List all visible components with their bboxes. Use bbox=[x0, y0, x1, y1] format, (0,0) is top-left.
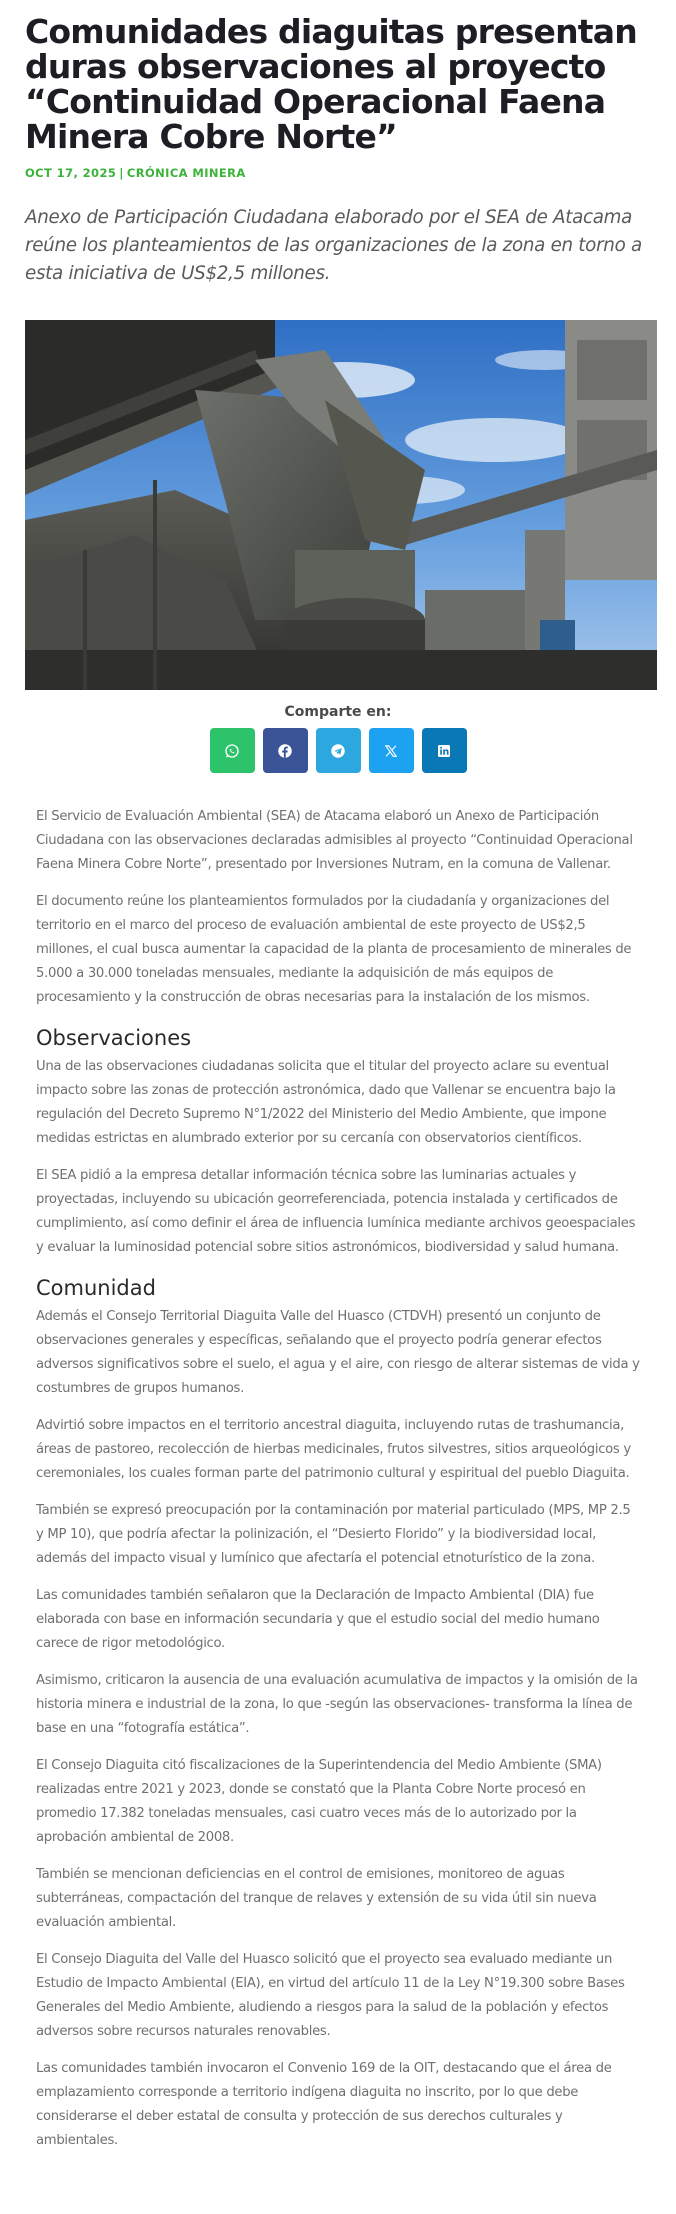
body-paragraph: El Servicio de Evaluación Ambiental (SEA) de Atacama elaboró un Anexo de Participación Ciudadana con las observaciones declaradas admisibles al proyecto “Continuidad Operacional Faena Minera Cobre Norte”, presentado por Inversiones Nutram, en la comuna de Vallenar. bbox=[36, 809, 633, 872]
body-paragraph: El Consejo Diaguita citó fiscalizaciones de la Superintendencia del Medio Ambiente (SMA) realizadas entre 2021 y 2023, donde se constató que la Planta Cobre Norte procesó en promedio 17.382 toneladas mensuales, casi cuatro veces más de lo autorizado por la aprobación ambiental de 2008. bbox=[36, 1758, 602, 1845]
telegram-icon bbox=[329, 742, 347, 760]
article-meta bbox=[25, 166, 651, 180]
share-whatsapp-button[interactable] bbox=[210, 728, 255, 773]
whatsapp-icon bbox=[223, 742, 241, 760]
body-paragraph: El Consejo Diaguita del Valle del Huasco solicitó que el proyecto sea evaluado mediante un Estudio de Impacto Ambiental (EIA), en virtud del artículo 11 de la Ley N°19.300 sobre Bases Generales del Medio Ambiente, aludiendo a riesgos para la salud de la población y efectos adversos sobre recursos naturales renovables. bbox=[36, 1952, 625, 2039]
section-heading-observaciones: Observaciones bbox=[36, 1026, 192, 1050]
share-label: Comparte en: bbox=[284, 704, 392, 720]
article-dek: Anexo de Participación Ciudadana elaborado por el SEA de Atacama reúne los planteamientos de las organizaciones de la zona en torno a esta iniciativa de US$2,5 millones. bbox=[25, 207, 642, 284]
share-facebook-button[interactable] bbox=[263, 728, 308, 773]
share-telegram-button[interactable] bbox=[316, 728, 361, 773]
hero-image bbox=[25, 320, 657, 690]
body-paragraph: También se expresó preocupación por la contaminación por material particulado (MPS, MP 2.5 y MP 10), que podría afectar la polinización, el “Desierto Florido” y la biodiversidad local, además del impacto visual y lumínico que afectaría el potencial etnoturístico de la zona. bbox=[36, 1503, 631, 1566]
meta-separator: | bbox=[119, 166, 124, 180]
share-buttons bbox=[25, 728, 651, 773]
article-category-link[interactable]: CRÓNICA MINERA bbox=[126, 166, 246, 180]
x-icon bbox=[382, 742, 400, 760]
body-paragraph: Además el Consejo Territorial Diaguita Valle del Huasco (CTDVH) presentó un conjunto de observaciones generales y específicas, señalando que el proyecto podría generar efectos adversos significativos sobre el suelo, el agua y el aire, con riesgo de alterar sistemas de vida y costumbres de grupos humanos. bbox=[36, 1309, 640, 1396]
body-paragraph: Asimismo, criticaron la ausencia de una evaluación acumulativa de impactos y la omisión de la historia minera e industrial de la zona, lo que -según las observaciones- transforma la línea de base en una “fotografía estática”. bbox=[36, 1673, 638, 1736]
article-title: Comunidades diaguitas presentan duras observaciones al proyecto “Continuidad Operacional Faena Minera Cobre Norte” bbox=[25, 12, 637, 156]
body-paragraph: El documento reúne los planteamientos formulados por la ciudadanía y organizaciones del territorio en el marco del proceso de evaluación ambiental de este proyecto de US$2,5 millones, el cual busca aumentar la capacidad de la planta de procesamiento de minerales de 5.000 a 30.000 toneladas mensuales, mediante la adquisición de más equipos de procesamiento y la construcción de obras necesarias para la instalación de los mismos. bbox=[36, 894, 632, 1005]
article-date: OCT 17, 2025 bbox=[25, 166, 117, 180]
body-paragraph: El SEA pidió a la empresa detallar información técnica sobre las luminarias actuales y proyectadas, incluyendo su ubicación georreferenciada, potencia instalada y certificados de cumplimiento, así como definir el área de influencia lumínica mediante archivos geoespaciales y evaluar la luminosidad potencial sobre sitios astronómicos, biodiversidad y salud humana. bbox=[36, 1168, 636, 1255]
share-x-button[interactable] bbox=[369, 728, 414, 773]
linkedin-icon bbox=[435, 742, 453, 760]
facebook-icon bbox=[276, 742, 294, 760]
body-paragraph: Una de las observaciones ciudadanas solicita que el titular del proyecto aclare su eventual impacto sobre las zonas de protección astronómica, dado que Vallenar se encuentra bajo la regulación del Decreto Supremo N°1/2022 del Ministerio del Medio Ambiente, que impone medidas estrictas en alumbrado exterior por su cercanía con observatorios científicos. bbox=[36, 1059, 616, 1146]
body-paragraph: Las comunidades también señalaron que la Declaración de Impacto Ambiental (DIA) fue elaborada con base en información secundaria y que el estudio social del medio humano carece de rigor metodológico. bbox=[36, 1588, 600, 1651]
body-paragraph: También se mencionan deficiencias en el control de emisiones, monitoreo de aguas subterráneas, compactación del tranque de relaves y extensión de su vida útil sin nueva evaluación ambiental. bbox=[36, 1867, 597, 1930]
share-section bbox=[25, 704, 651, 773]
section-heading-comunidad: Comunidad bbox=[36, 1276, 156, 1300]
body-paragraph: Las comunidades también invocaron el Convenio 169 de la OIT, destacando que el área de emplazamiento corresponde a territorio indígena diaguita no inscrito, por lo que debe considerarse el deber estatal de consulta y protección de sus derechos culturales y ambientales. bbox=[36, 2061, 612, 2148]
share-linkedin-button[interactable] bbox=[422, 728, 467, 773]
body-paragraph: Advirtió sobre impactos en el territorio ancestral diaguita, incluyendo rutas de trashumancia, áreas de pastoreo, recolección de hierbas medicinales, frutos silvestres, sitios arqueológicos y ceremoniales, los cuales forman parte del patrimonio cultural y espiritual del pueblo Diaguita. bbox=[36, 1418, 631, 1481]
article-body bbox=[25, 805, 651, 2153]
